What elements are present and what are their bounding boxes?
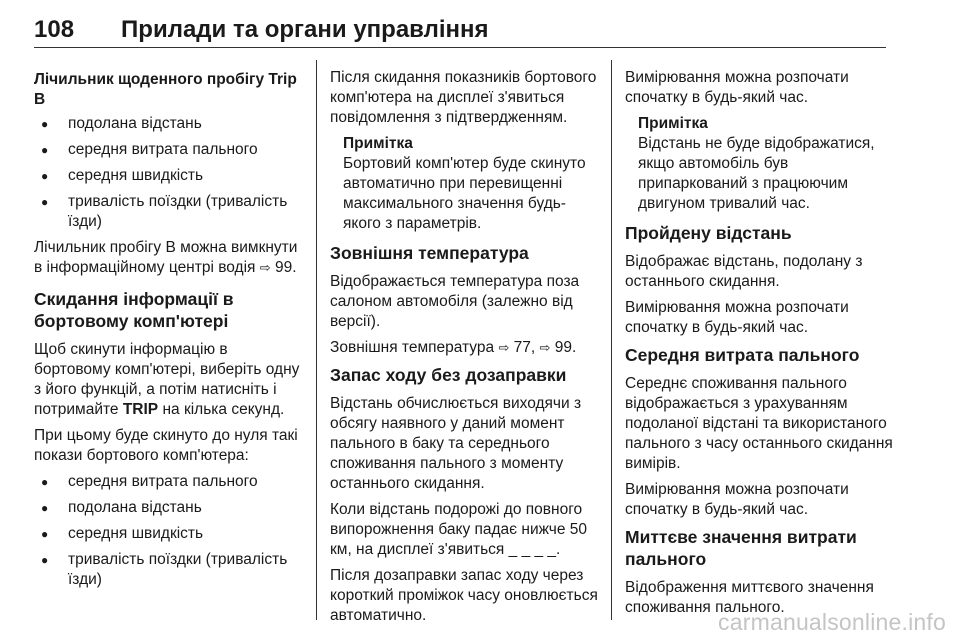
note-title: Примітка bbox=[343, 135, 413, 152]
cross-ref-icon: ⇨ bbox=[498, 340, 510, 355]
list-item: ● середня витрата пального bbox=[34, 140, 304, 160]
column-1 bbox=[34, 60, 304, 596]
trip-b-list bbox=[34, 114, 304, 232]
paragraph-text: Зовнішня температура bbox=[330, 339, 495, 356]
note bbox=[330, 134, 602, 234]
column-2 bbox=[316, 60, 602, 624]
paragraph: Вимірювання можна розпочати спочатку в будь-який час. bbox=[625, 69, 849, 106]
page-number: 108 bbox=[34, 16, 75, 43]
paragraph: Відображення миттєвого значення споживання пального. bbox=[625, 579, 874, 616]
paragraph: Відображає відстань, подолану з останнього скидання. bbox=[625, 253, 863, 290]
heading-distance: Пройдену відстань bbox=[625, 223, 792, 243]
paragraph: Середнє споживання пального відображається з урахуванням подоланої відстані та використаного пального з часу останнього скидання вимірів. bbox=[625, 375, 893, 472]
note-text: Відстань не буде відображатися, якщо автомобіль був припаркований з працюючим двигуном тривалий час. bbox=[638, 135, 875, 212]
paragraph: Вимірювання можна розпочати спочатку в будь-який час. bbox=[625, 299, 849, 336]
paragraph-text: на кілька секунд. bbox=[162, 401, 285, 418]
paragraph: Відображається температура поза салоном автомобіля (залежно від версії). bbox=[330, 273, 580, 330]
page-ref[interactable]: 99. bbox=[274, 259, 297, 276]
paragraph: Коли відстань подорожі до повного випорожнення баку падає нижче 50 км, на дисплеї з'явиться _ _ _ _. bbox=[330, 501, 588, 558]
list-item: ● тривалість поїздки (тривалість їзди) bbox=[34, 550, 304, 590]
note-text: Бортовий комп'ютер буде скинуто автоматично при перевищенні максимального значення будь-якого з параметрів. bbox=[343, 155, 586, 232]
cross-ref-icon: ⇨ bbox=[259, 260, 271, 275]
paragraph bbox=[330, 338, 602, 358]
paragraph: Після дозаправки запас ходу через короткий проміжок часу оновлюється автоматично. bbox=[330, 567, 598, 624]
watermark: carmanualsonline.info bbox=[718, 609, 946, 635]
paragraph: Після скидання показників бортового комп'ютера на дисплеї з'явиться повідомлення з підтвердженням. bbox=[330, 69, 597, 126]
heading-outside-temp: Зовнішня температура bbox=[330, 243, 529, 263]
heading-reset: Скидання інформації в бортовому комп'ютері bbox=[34, 289, 234, 331]
note-title: Примітка bbox=[638, 115, 708, 132]
list-item: ● подолана відстань bbox=[34, 498, 304, 518]
reset-list bbox=[34, 472, 304, 590]
page-title: Прилади та органи управління bbox=[121, 16, 489, 43]
heading-avg-consumption: Середня витрата пального bbox=[625, 345, 860, 365]
heading-instant-consumption: Миттєве значення витрати пального bbox=[625, 527, 857, 569]
page-header bbox=[34, 14, 886, 48]
heading-range: Запас ходу без дозаправки bbox=[330, 365, 567, 385]
note bbox=[625, 114, 901, 214]
trip-button-label: TRIP bbox=[122, 401, 159, 418]
paragraph bbox=[34, 238, 304, 278]
list-item: ● середня швидкість bbox=[34, 166, 304, 186]
paragraph-text: Щоб скинути інформацію в бортовому комп'ютері, виберіть одну з його функцій, а потім натисніть і потримайте bbox=[34, 341, 300, 418]
list-item: ● подолана відстань bbox=[34, 114, 304, 134]
paragraph: Вимірювання можна розпочати спочатку в будь-який час. bbox=[625, 481, 849, 518]
paragraph: Відстань обчислюється виходячи з обсягу наявного у даний момент пального в баку та середнього споживання пального з моменту останнього скидання. bbox=[330, 395, 582, 492]
page-ref[interactable]: 77, bbox=[513, 339, 536, 356]
list-item: ● середня витрата пального bbox=[34, 472, 304, 492]
list-item: ● середня швидкість bbox=[34, 524, 304, 544]
paragraph: При цьому буде скинуто до нуля такі покази бортового комп'ютера: bbox=[34, 427, 298, 464]
column-3 bbox=[611, 60, 901, 620]
list-item: ● тривалість поїздки (тривалість їзди) bbox=[34, 192, 304, 232]
page-ref[interactable]: 99. bbox=[554, 339, 577, 356]
cross-ref-icon: ⇨ bbox=[539, 340, 551, 355]
paragraph-text: Лічильник пробігу B можна вимкнути в інформаційному центрі водія bbox=[34, 239, 298, 276]
paragraph bbox=[34, 340, 304, 420]
section-title-trip-b: Лічильник щоденного пробігу Trip B bbox=[34, 71, 297, 108]
